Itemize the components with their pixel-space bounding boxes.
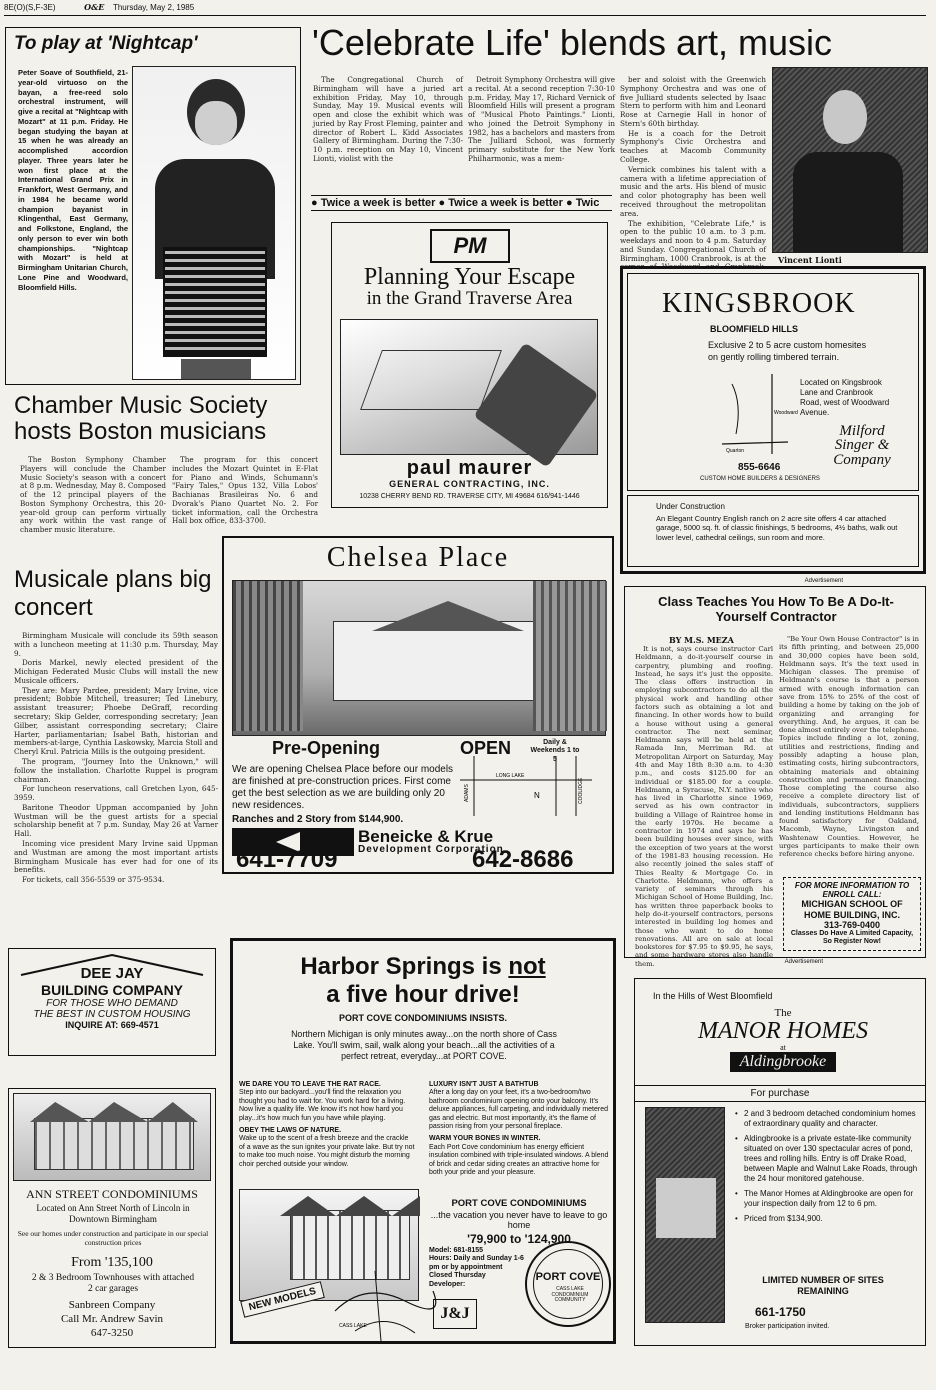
kingsbrook-phone: 855-6646 — [738, 462, 781, 473]
new-models-badge: NEW MODELS — [240, 1281, 325, 1318]
nightcap-headline: To play at 'Nightcap' — [14, 33, 198, 54]
map-label-cass-lake: CASS LAKE — [339, 1323, 367, 1329]
ann-street-units: 2 & 3 Bedroom Townhouses with attached 2 car garages — [31, 1273, 195, 1295]
ann-street-title: ANN STREET CONDOMINIUMS — [26, 1187, 198, 1201]
townhouse-drawing — [13, 1093, 211, 1181]
chelsea-title: Chelsea Place — [326, 542, 510, 573]
chelsea-price: Ranches and 2 Story from $144,900. — [232, 814, 404, 825]
chelsea-body: We are opening Chelsea Place before our models are finished at pre-construction prices. First come get the best selection as we are building only 20 new residences. — [232, 764, 454, 811]
dee-jay-ad: DEE JAY BUILDING COMPANY FOR THOSE WHO DEMAND THE BEST IN CUSTOM HOUSING INQUIRE AT: 669-4571 — [8, 948, 216, 1056]
ann-street-ad — [8, 1088, 216, 1348]
celebrate-col1: The Congregational Church of Birmingham will have a juried art exhibition Friday, May 10, through Sunday, May 19. Musical events will open and close the exhibit which was juried by Ray Frost Fleming, painter and director of Robert L. Kidd Associates Gallery of Birmingham. During the 7:30-10 p.m. reception on May 10, Vincent Lionti, violist with the — [313, 75, 463, 164]
kingsbrook-city: BLOOMFIELD HILLS — [710, 324, 798, 334]
chelsea-place-ad — [222, 536, 614, 874]
page-number: 8E(O)(S,F-3E) — [4, 3, 56, 12]
pm-name: paul maurer — [406, 457, 533, 479]
kingsbrook-ad — [620, 266, 926, 574]
chelsea-phone-2: 642-8686 — [472, 846, 574, 873]
harbor-col-right: LUXURY ISN'T JUST A BATHTUB After a long day on your feet, it's a two-bedroom/two bathroom condominium opening onto your balcony. It's deluxe appliances, full carpeting, and individually metered gas and electric. But most importantly, it's the flame of passion rising from your personal fireplace. WARM YOUR BONES IN WINTER. Each Port Cove condominium has energy efficient insulation combined with triple-insulated windows. A blend of brick and cedar siding creates an attractive home for both your pride and your pleasure. — [429, 1081, 609, 1176]
port-cove-pricing: PORT COVE CONDOMINIUMS ...the vacation you never have to leave to go home '79,900 to '124,900 — [430, 1198, 608, 1246]
chelsea-phone-1: 641-7709 — [236, 846, 338, 873]
class-article — [624, 578, 926, 968]
blueprint-drawing — [340, 319, 598, 455]
manor-hills: In the Hills of West Bloomfield — [653, 991, 773, 1001]
chelsea-house-photo — [232, 580, 606, 736]
manor-phone: 661-1750 — [755, 1305, 806, 1319]
harbor-model-info: Model: 681-8155 Hours: Daily and Sunday 1-6 pm or by appointment Closed Thursday Developer: — [429, 1247, 524, 1288]
celebrate-col2: Detroit Symphony Orchestra will give a recital. At a second reception 7:30-10 p.m. Friday, May 17, Richard Vernick of Bloomfield Hills will present a program of "Musical Photo Paintings." Lionti, who joined the Detroit Symphony in 1982, has a bachelors and masters from The Julliard School, was formerly primary substitute for the New York Philharmonic, was a mem- — [468, 75, 615, 164]
musicale-article: Birmingham Musicale will conclude its 59th season with a luncheon meeting at 11:30 p.m. Thursday, May 9. Doris Markel, newly elected president of the Michigan Federated Music Clubs will install the new Musicale officers. They are: Mary Pardee, president; Mary Irvine, vice president; Bobbie Mitchell, treasurer; Ted Linebury, assistant treasurer; Phoebe DeGraff, recording secretary; Skip Gelder, corresponding secretary; Jean Gilber, assistant corresponding secretary; Claire Harter, parliamentarian; Isabel Bath, historian and members-at-large, Cynthia Laskowsky, Marcia Stoll and Cheryl Krul. Patricia Mills is the outgoing president. The program, "Journey Into the Unknown," will follow the installation. Charlotte Ruppel is program chairman. For luncheon reservations, call Gretchen Lyon, 645-3959. Baritone Theodor Uppman accompanied by John Wustman will be the guest artists for a special scholarship benefit at 7 p.m. Sunday, May 26 at Varner Hall. Incoming vice president Mary Irvine said Uppman and Wustman are among the most important artists Birmingham Musicale has ever had for one of its benefits. For tickets, call 356-5539 or 375-9534. — [14, 631, 218, 885]
milford-singer-logo: Milford Singer & Company — [833, 423, 891, 468]
harbor-intro: Northern Michigan is only minutes away...on the north shore of Cass Lake. You'll swim, sail, walk along your beach...all the activities of a perfect retreat, everyday...at PORT COVE. — [291, 1029, 557, 1061]
class-headline: Class Teaches You How To Be A Do-It-Yourself Contractor — [658, 594, 894, 624]
class-byline: BY M.S. MEZA — [669, 635, 734, 645]
class-col1: It is not, says course instructor Carl Heldmann, a do-it-yourself course in carpentry, plumbing and roofing. Instead, he says it's just the opposite. The class offers instruction in employing subcontractors to do all the physical work and handling other factors such as obtaining a lot and financing. In other words how to build a house without using a general contractor. The next seminar, Heldmann says will be held at the Ramada Inn, Merriman Rd. at Metropolitan Airport on Saturday, May 4th and May 18th 8:30 a.m. to 4:30 p.m., and costs $125.00 for an individual or $185.00 for a couple. Heldmann, a Syracuse, N.Y. native who has lived in Charlotte since 1969, served as his own contractor in building a Village of Raintree home in the early 1970s. He became a contractor in 1974 and says he has been building houses ever since, with the exception of two years at the worst of the 1981-83 housing recession. He also recently joined the sales staff of Thies Realty & Mortgage Co. in Charlotte. Heldmann, who offers a variety of seminars through his Michigan School of Home Building, Inc. has written three paperback books to help do-it-yourself contractors, persons interested in building log homes and those who want to do home renovations. All are on sale at local bookstores for $7.95 to $9.95, he says, and some hardware stores also handle them. — [635, 645, 773, 968]
photo-caption: Vincent Lionti — [778, 255, 842, 265]
advertisement-label-bottom: Advertisement — [784, 959, 823, 965]
manor-logo: The MANOR HOMES at Aldingbrooke — [698, 1007, 868, 1070]
kingsbrook-location: Located on Kingsbrook Lane and Cranbrook Road, west of Woodward Avenue. — [800, 378, 890, 417]
ann-street-phone: 647-3250 — [90, 1327, 134, 1339]
nightcap-box — [5, 27, 301, 385]
jj-logo: J&J — [433, 1299, 477, 1329]
accordion-player-photo — [132, 66, 296, 380]
pm-title: Planning Your Escape in the Grand Traverse Area — [363, 264, 576, 309]
kingsbrook-tagline: Exclusive 2 to 5 acre custom homesites on gently rolling timbered terrain. — [708, 340, 867, 362]
class-col2: "Be Your Own House Contractor" is in its fifth printing, and between 25,000 and 30,000 copies have been sold, Heldmann says. It's the text used in Michigan classes. The premise of Heldmann's course is that a person armed with enough information can save from 15% to 25% of the cost of building a home by taking on the job of organizing and arranging for everything. And, he argues, it can be done almost entirely over the telephone. Topics include finding a lot, zoning, utilities and restrictions, finding and possibly adapting a house plan, estimating costs, hiring subcontractors, obtaining materials and obtaining construction and permanent financing. Those completing the course also receive a complete directory list of individuals, subcontractors, suppliers and lending institutions Heldmann has found satisfactory for Oakland, Macomb, Wayne, Livingston and Washtenaw Counties. However, he urges participants to make their own reference checks before hiring anyone. — [779, 635, 919, 859]
chamber-col2: The program for this concert includes the Mozart Quintet in E-Flat for Piano and Winds, Schumann's "Fairy Tales," Opus 132, Villa Lobos' Bachianas Brasileiras No. 6 and Dvorak's Piano Quartet No. 2. For ticket information, call the Orchestra Hall box office, 833-3700. — [172, 455, 318, 526]
bk-company: Beneicke & Krue Development Corporation — [358, 827, 504, 855]
map-label-long-lake: LONG LAKE — [496, 773, 525, 779]
celebrate-headline: 'Celebrate Life' blends art, music — [312, 22, 832, 63]
harbor-insists: PORT COVE CONDOMINIUMS INSISTS. — [338, 1013, 507, 1023]
pm-logo: PM — [430, 229, 510, 263]
kingsbrook-builder-tag: CUSTOM HOME BUILDERS & DESIGNERS — [700, 476, 820, 482]
class-enroll-box: FOR MORE INFORMATION TO ENROLL CALL: MICHIGAN SCHOOL OF HOME BUILDING, INC. 313-769-0400 Classes Do Have A Limited Capacity, So Register Now! — [783, 877, 921, 951]
kingsbrook-map — [712, 374, 798, 454]
paper-name: O&E — [84, 2, 105, 12]
ann-street-call: Call Mr. Andrew Savin — [60, 1313, 164, 1325]
chamber-headline: Chamber Music Society hosts Boston musicians — [14, 392, 268, 445]
manor-limited: LIMITED NUMBER OF SITES REMAINING — [762, 1275, 884, 1296]
pm-address: 10238 CHERRY BEND RD. TRAVERSE CITY, MI 49684 616/941-1446 — [359, 493, 580, 500]
chelsea-preopen: Pre-Opening — [272, 738, 381, 758]
ann-street-location: Located on Ann Street North of Lincoln in Downtown Birmingham — [36, 1203, 190, 1224]
sun-icon: ● — [311, 197, 318, 209]
ann-street-company: Sanbreen Company — [68, 1299, 156, 1311]
map-label-adams: ADAMS — [464, 784, 470, 802]
cass-lake-map — [325, 1271, 435, 1341]
manor-bullets: • 2 and 3 bedroom detached condominium homes of extraordinary quality and character. • Aldingbrooke is a private estate-like community situated on over 130 spectacular acres of pond, trees and rolling hills. Entry is off Drake Road, between Maple and Walnut Lake Roads, through the 24 hour monitored gatehouse. • The Manor Homes at Aldingbrooke are open for your inspection daily from 12 to 6 pm. • Priced from $134,900. — [735, 1109, 919, 1229]
twice-a-week-banner: ● Twice a week is better ● Twice a week is better ● Twic — [311, 195, 612, 211]
nightcap-caption: Peter Soave of Southfield, 21-year-old virtuoso on the bayan, a free-reed solo orchestral instrument, will give a recital at "Nightcap with Mozart" at 11 p.m. Friday. He began studying the bayan at 15 when he was already an accomplished accordion player. Three years later he won first place at the International Grand Prix in Frankfort, West Germany, and in 1984 he became world champion bayanist in Klingenthal, East Germany, and Folkstone, England, the only person to ever win both championships. "Nightcap with Mozart" is held at Birmingham Unitarian Church, Lone Pine and Woodward, Bloomfield Hills. — [18, 68, 128, 292]
ann-street-price: From '135,100 — [71, 1255, 153, 1270]
celebrate-col3: ber and soloist with the Greenwich Symphony Orchestra and was one of five Julliard students selected by Isaac Stern to perform with him and Leonard Rose at Carnegie Hall in honor of Stern's 60th birthday. He is a coach for the Detroit Symphony's Civic Orchestra and teaches at Macomb Community College. Vernick combines his talent with a camera with a lifetime appreciation of music and the arts. His blend of music and color photography has been well received throughout the metropolitan area. The exhibition, "Celebrate Life," is open to the public 10 a.m. to 3 p.m. weekdays and noon to 4 p.m. Saturday and Sunday. Congregational Church of Birmingham, 1000 Cranbrook, is at the — [620, 75, 766, 263]
manor-photo — [645, 1107, 725, 1323]
issue-date: Thursday, May 2, 1985 — [112, 3, 195, 12]
musicale-headline: Musicale plans big concert — [14, 566, 212, 621]
harbor-headline: Harbor Springs is not a five hour drive! — [300, 953, 546, 1008]
pm-company: GENERAL CONTRACTING, INC. — [389, 479, 550, 489]
map-label-quarton: Quarton — [726, 448, 745, 454]
under-construction: Under Construction An Elegant Country English ranch on 2 acre site offers 4 car attached garage, 5000 sq. ft. of classic finishings, 5 bedrooms, 4½ baths, walk out lower level, cathedral ceilings, sun room and more. — [627, 495, 919, 567]
harbor-col-left: WE DARE YOU TO LEAVE THE RAT RACE. Step into our backyard...you'll find the relaxation you thought you had to wait for. You work hard for a living. Now live a quality life. We know it's not how hard you play...it's how much fun you have while playing. OBEY THE LAWS OF NATURE. Wake up to the scent of a fresh breeze and the crackle of a wave as the sun ignites your private lake. But try not to make too much noise. You might disturb the morning choir perched outside your window. — [239, 1081, 415, 1168]
manor-purchase: For purchase — [635, 1085, 925, 1102]
map-label-coolidge: COOLIDGE — [578, 777, 584, 804]
map-label-woodward: Woodward — [774, 410, 798, 416]
kingsbrook-name: KINGSBROOK — [662, 288, 856, 319]
vincent-lionti-photo — [772, 67, 928, 253]
port-cove-seal: PORT COVE CASS LAKE CONDOMINIUM COMMUNITY — [525, 1241, 611, 1327]
paul-maurer-ad — [331, 222, 608, 508]
harbor-springs-ad — [230, 938, 616, 1344]
manor-broker: Broker participation invited. — [745, 1323, 830, 1330]
chelsea-hours: Daily & Weekends 1 to 5 — [530, 739, 580, 763]
house-roof-icon — [17, 953, 207, 977]
chelsea-map — [460, 756, 592, 816]
chamber-col1: The Boston Symphony Chamber Players will conclude the Chamber Music Society's season with a concert at 8 p.m. Wednesday, May 8. Composed of the 12 principal players of the Boston Symphony Orchestra, this 20-year-old group can perform virtually any work within the vast range of chamber music literature. — [20, 455, 166, 535]
masthead — [4, 2, 924, 16]
map-north: N — [534, 791, 540, 800]
advertisement-label: Advertisement — [804, 578, 843, 584]
chelsea-open: OPEN — [460, 738, 512, 758]
ann-street-see: See our homes under construction and participate in our special construction prices — [17, 1229, 209, 1247]
manor-homes-ad — [634, 978, 926, 1346]
kingsbrook-inner — [627, 273, 919, 491]
